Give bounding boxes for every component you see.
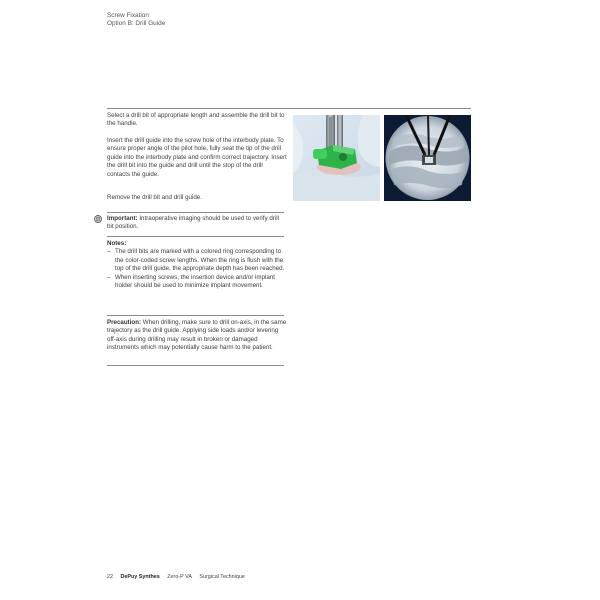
section-title: Screw Fixation xyxy=(107,12,149,19)
important-text: Intraoperative imaging should be used to verify drill bit position. xyxy=(107,215,279,231)
divider-top xyxy=(107,108,471,109)
precaution-label: Precaution: xyxy=(107,319,142,326)
divider xyxy=(107,212,284,213)
step-select-drill-bit: Select a drill bit of appropriate length and assemble the drill bit to the handle. xyxy=(107,112,285,128)
important-label: Important: xyxy=(107,215,138,222)
notes-title: Notes: xyxy=(107,240,127,247)
notes-list xyxy=(107,248,287,290)
step-remove-drill: Remove the drill bit and drill guide. xyxy=(107,194,202,201)
subsection-title: Option B: Drill Guide xyxy=(107,20,166,28)
step-insert-drill-guide: Insert the drill guide into the screw hole of the interbody plate. To ensure proper angle of the pilot hole, fully seat the tip of the drill guide into the interbody plate and confirm correct trajectory. Insert the drill bit into the guide and drill until the stop of the drill contacts the guide. xyxy=(107,137,287,178)
important-icon xyxy=(94,215,102,223)
notes-section xyxy=(107,240,287,290)
brand-name: DePuy Synthes xyxy=(120,574,160,580)
page-number: 22 xyxy=(107,574,113,580)
precaution-callout xyxy=(107,319,287,353)
note-item: – The drill bits are marked with a colored ring corresponding to the color-coded screw lengths. When the ring is flush with the top of the drill guide, the appropriate depth has been reached. xyxy=(107,248,285,273)
page-header xyxy=(107,12,165,28)
drill-guide-illustration xyxy=(293,115,380,201)
page-footer xyxy=(107,574,251,580)
note-item: – When inserting screws, the insertion device and/or implant holder should be used to minimize implant movement. xyxy=(107,273,275,290)
product-name: Zero-P VA xyxy=(167,574,192,580)
important-callout xyxy=(107,215,287,232)
xray-image xyxy=(384,115,471,201)
divider xyxy=(107,365,284,366)
divider xyxy=(107,315,284,316)
divider xyxy=(107,236,284,237)
precaution-text: When drilling, make sure to drill on-axis, in the same trajectory as the drill guide. Applying side loads and/or levering off-axis during drilling may result in broken or damaged instruments which may potentially cause harm to the patient. xyxy=(107,319,287,352)
document-title: Surgical Technique xyxy=(199,574,245,580)
